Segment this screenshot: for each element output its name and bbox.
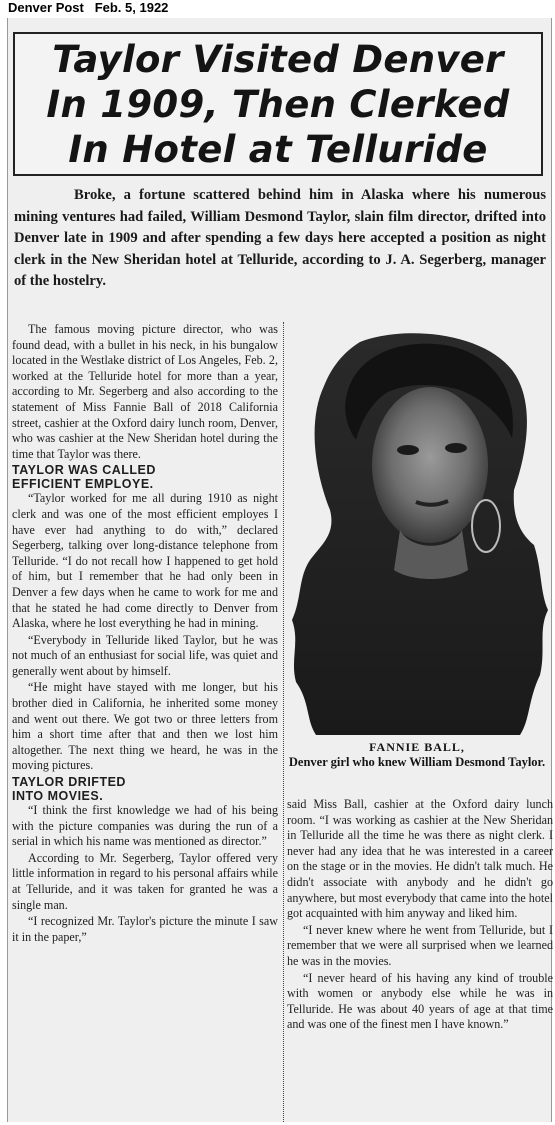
subhead-efficient-employe <box>12 463 278 491</box>
left-paragraph-1: The famous moving picture director, who was found dead, with a bullet in his neck, in his bungalow located in the Westlake district of Los Angeles, Feb. 2, worked at the Telluride hotel for more than a year, according to Mr. Segerberg and also according to the statement of Miss Fannie Ball of 2018 California street, cashier at the Oxford dairy lunch room, Denver, who was cashier at the New Sheridan hotel during the time that Taylor was there. <box>12 322 278 461</box>
portrait-face <box>372 387 488 543</box>
left-paragraph-4: “He might have stayed with me longer, but his brother died in California, he inherited some money and went out there. We got two or three letters from him a short time after that and then we lost him altogether. The next thing we heard, he was in the moving pictures. <box>12 680 278 773</box>
right-column <box>287 797 553 1034</box>
left-paragraph-6: According to Mr. Segerberg, Taylor offered very little information in regard to his personal affairs while at Telluride, and it was taken for granted he was a single man. <box>12 850 278 912</box>
subhead-line: TAYLOR WAS CALLED <box>12 463 156 478</box>
headline-line-3: In Hotel at Telluride <box>68 128 488 171</box>
headline-box <box>13 32 543 176</box>
subhead-line: EFFICIENT EMPLOYE. <box>12 477 154 492</box>
subhead-line: INTO MOVIES. <box>12 789 104 804</box>
photo-caption <box>288 740 546 770</box>
caption-name: FANNIE BALL, <box>369 740 465 754</box>
subhead-drifted-into-movies <box>12 775 278 803</box>
caption-description: Denver girl who knew William Desmond Taylor. <box>288 755 546 769</box>
left-paragraph-7: “I recognized Mr. Taylor's picture the minute I saw it in the paper,” <box>12 914 278 944</box>
subhead-line: TAYLOR DRIFTED <box>12 775 126 790</box>
left-column <box>12 322 278 946</box>
portrait-photo <box>290 330 548 735</box>
portrait-eye-right <box>445 443 467 453</box>
left-paragraph-3: “Everybody in Telluride liked Taylor, but he was not much of an enthusiast for social life, was quiet and generally went about by himself. <box>12 632 278 678</box>
portrait-eye-left <box>397 445 419 455</box>
lead-paragraph: Broke, a fortune scattered behind him in Alaska where his numerous mining ventures had failed, William Desmond Taylor, slain film director, drifted into Denver late in 1909 and after spending a few days here accepted a position as night clerk in the New Sheridan hotel at Telluride, according to J. A. Segerberg, manager of the hostelry. <box>14 187 546 290</box>
left-paragraph-5: “I think the first knowledge we had of his being with the picture companies was during the run of a serial in which his name was mentioned as director.” <box>12 803 278 849</box>
headline-line-2: In 1909, Then Clerked <box>46 83 510 126</box>
right-paragraph-1: said Miss Ball, cashier at the Oxford dairy lunch room. “I was working as cashier at the New Sheridan in Telluride all the time he was there as night clerk. I never had any idea that he was interested in a career on the stage or in the movies. He didn't talk much. He didn't associate with anybody and he didn't go anywhere, but most everybody that came into the hotel got acquainted with him anyway and liked him. <box>287 797 553 921</box>
column-divider <box>283 322 284 1122</box>
left-paragraph-2: “Taylor worked for me all during 1910 as night clerk and was one of the most efficient employes I have ever had anything to do with,” declared Segerberg, talking over long-distance telephone from Telluride. “I do not recall how I happened to get hold of him, but I remember that he had only been in Denver a few days when he came to work for me and that he stated he had come directly to Denver from Alaska, where he lost everything he had in mining. <box>12 491 278 631</box>
headline-line-1: Taylor Visited Denver <box>52 38 504 81</box>
right-paragraph-2: “I never knew where he went from Telluride, but I remember that we were all surprised when we learned he was in the movies. <box>287 922 553 968</box>
right-paragraph-3: “I never heard of his having any kind of trouble with women or anybody else while he was in Telluride. He was about 40 years of age at that time and was one of the finest men I have known.” <box>287 970 553 1032</box>
source-line: Denver Post Feb. 5, 1922 <box>8 0 169 15</box>
